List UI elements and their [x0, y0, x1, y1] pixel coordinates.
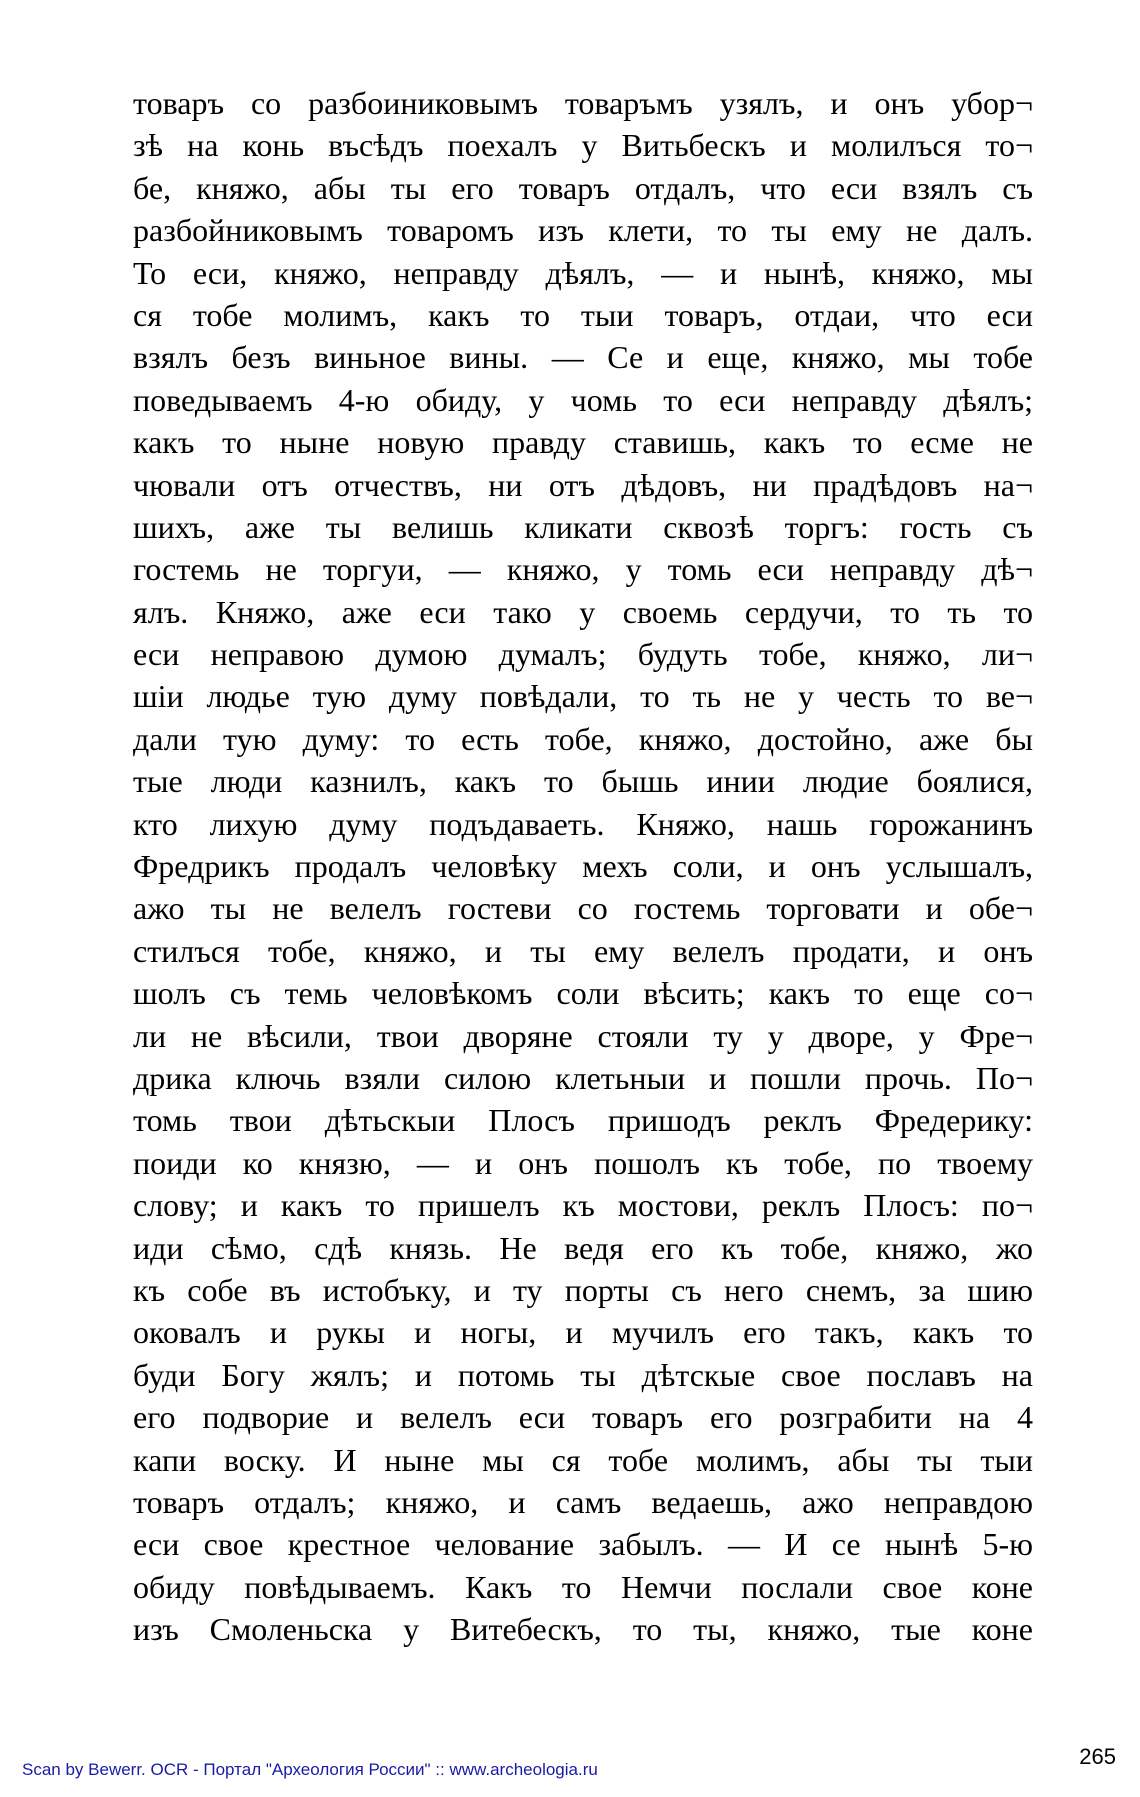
text-line: къ собе въ истобъку, и ту порты съ него снемъ, за шию — [133, 1271, 1033, 1308]
text-line: ся тобе молимъ, какъ то тыи товаръ, отдаи, что еси — [133, 296, 1033, 333]
text-line: бе, княжо, абы ты его товаръ отдалъ, что еси взялъ съ — [133, 169, 1033, 206]
text-line: товаръ со разбоиниковымъ товаръмъ узялъ, и онъ убор¬ — [133, 85, 1033, 121]
text-line: шихъ, аже ты велишь кликати сквозѣ торгъ: гость съ — [133, 508, 1033, 545]
text-line: кто лихую думу подъдаваеть. Княжо, нашь горожанинъ — [133, 805, 1033, 842]
text-line: изъ Смоленьска у Витебескъ, то ты, княжо, тые коне — [133, 1611, 1033, 1648]
text-line: поведываемъ 4-ю обиду, у чомь то еси неправду дѣялъ; — [133, 381, 1033, 418]
text-line: поиди ко князю, — и онъ пошолъ къ тобе, по твоему — [133, 1144, 1033, 1181]
text-line: слову; и какъ то пришелъ къ мостови, реклъ Плосъ: по¬ — [133, 1187, 1033, 1224]
text-line: еси неправою думою думалъ; будуть тобе, княжо, ли¬ — [133, 636, 1033, 673]
text-line: То еси, княжо, неправду дѣялъ, — и нынѣ, княжо, мы — [133, 254, 1033, 291]
text-line: дали тую думу: то есть тобе, княжо, достойно, аже бы — [133, 720, 1033, 757]
text-line: чювали отъ отчествъ, ни отъ дѣдовъ, ни прадѣдовъ на¬ — [133, 466, 1033, 503]
text-line: ажо ты не велелъ гостеви со гостемь торговати и обе¬ — [133, 890, 1033, 927]
text-line: ли не вѣсили, твои дворяне стояли ту у дворе, у Фре¬ — [133, 1017, 1033, 1054]
text-line: его подворие и велелъ еси товаръ его розграбити на 4 — [133, 1399, 1033, 1436]
text-line: оковалъ и рукы и ногы, и мучилъ его такъ, какъ то — [133, 1314, 1033, 1351]
text-line: гостемь не торгуи, — княжо, у томь еси неправду дѣ¬ — [133, 551, 1033, 588]
text-line: дрика ключь взяли силою клетьныи и пошли прочь. По¬ — [133, 1059, 1033, 1096]
text-line: шолъ съ темь человѣкомъ соли вѣсить; какъ то еще со¬ — [133, 975, 1033, 1012]
text-line: тые люди казнилъ, какъ то бышь инии людие боялися, — [133, 763, 1033, 800]
text-line: шiи людье тую думу повѣдали, то ть не у честь то ве¬ — [133, 678, 1033, 715]
text-line: Фредрикъ продалъ человѣку мехъ соли, и онъ услышалъ, — [133, 848, 1033, 885]
text-line: обиду повѣдываемъ. Какъ то Немчи послали свое коне — [133, 1568, 1033, 1605]
text-line: какъ то ныне новую правду ставишь, какъ то есме не — [133, 424, 1033, 461]
text-line: стилъся тобе, княжо, и ты ему велелъ продати, и онъ — [133, 932, 1033, 969]
text-line: иди сѣмо, сдѣ князь. Не ведя его къ тобе, княжо, жо — [133, 1229, 1033, 1266]
text-line: еси свое крестное челование забылъ. — И се нынѣ 5-ю — [133, 1526, 1033, 1563]
text-line: ялъ. Княжо, аже еси тако у своемь сердучи, то ть то — [133, 593, 1033, 630]
text-line: разбойниковымъ товаромъ изъ клети, то ты ему не далъ. — [133, 212, 1033, 249]
body-text — [133, 82, 1033, 1650]
text-line: взялъ безъ виньное вины. — Се и еще, княжо, мы тобе — [133, 339, 1033, 376]
scan-credit: Scan by Bewerr. OCR - Портал "Археология России" :: www.archeologia.ru — [22, 1760, 598, 1779]
page-number: 265 — [1079, 1744, 1116, 1769]
text-line: буди Богу жялъ; и потомь ты дѣтскые свое пославъ на — [133, 1356, 1033, 1393]
text-line: томь твои дѣтьскыи Плосъ пришодъ реклъ Фредерику: — [133, 1102, 1033, 1139]
text-line: товаръ отдалъ; княжо, и самъ ведаешь, ажо неправдою — [133, 1483, 1033, 1520]
text-line: зѣ на конь въсѣдъ поехалъ у Витьбескъ и молилъся то¬ — [133, 127, 1033, 164]
text-line: капи воску. И ныне мы ся тобе молимъ, абы ты тыи — [133, 1441, 1033, 1478]
